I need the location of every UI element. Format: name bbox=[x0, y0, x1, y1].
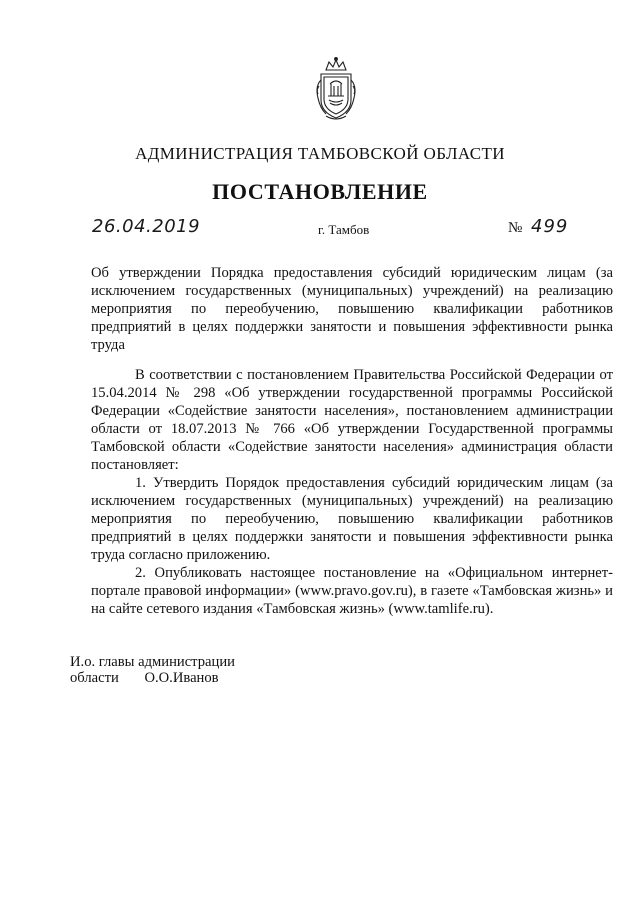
signatory-position-line2: области bbox=[70, 670, 119, 686]
signatory-name: О.О.Иванов bbox=[144, 670, 219, 686]
signature-block bbox=[70, 654, 235, 686]
signatory-position: И.о. главы администрации bbox=[70, 654, 235, 670]
document-title: Об утверждении Порядка предоставления субсидий юридическим лицам (за исключением государственных (муниципальных) учреждений) на реализацию мероприятия по переобучению, повышению квалификации работников предприятий в целях поддержки занятости и повышения эффективности рынка труда bbox=[91, 265, 613, 353]
document-meta bbox=[0, 216, 640, 246]
coat-of-arms-icon bbox=[314, 56, 358, 122]
document-body bbox=[91, 366, 613, 618]
document-date: 26.04.2019 bbox=[92, 216, 201, 237]
item-2-paragraph: 2. Опубликовать настоящее постановление на «Официальном интернет-портале правовой информации» (www.pravo.gov.ru), в газете «Тамбовская жизнь» и на сайте сетевого издания «Тамбовская жизнь» (www.tamlife.ru). bbox=[91, 565, 613, 617]
organization-name: АДМИНИСТРАЦИЯ ТАМБОВСКОЙ ОБЛАСТИ bbox=[135, 144, 505, 163]
document-number: 499 bbox=[531, 216, 569, 237]
document-city: г. Тамбов bbox=[318, 222, 370, 237]
preamble-paragraph: В соответствии с постановлением Правительства Российской Федерации от 15.04.2014 № 298 «Об утверждении государственной программы Российской Федерации «Содействие занятости населения», постановлением администрации области от 18.07.2013 № 766 «Об утверждении Государственной программы Тамбовской области «Содействие занятости населения» администрация области постановляет: bbox=[91, 367, 613, 473]
number-label: № bbox=[508, 220, 523, 236]
document-type: ПОСТАНОВЛЕНИЕ bbox=[212, 179, 428, 204]
item-1-paragraph: 1. Утвердить Порядок предоставления субсидий юридическим лицам (за исключением государственных (муниципальных) учреждений) на реализацию мероприятия по переобучению, повышению квалификации работников предприятий в целях поддержки занятости и повышения эффективности рынка труда согласно приложению. bbox=[91, 475, 613, 563]
